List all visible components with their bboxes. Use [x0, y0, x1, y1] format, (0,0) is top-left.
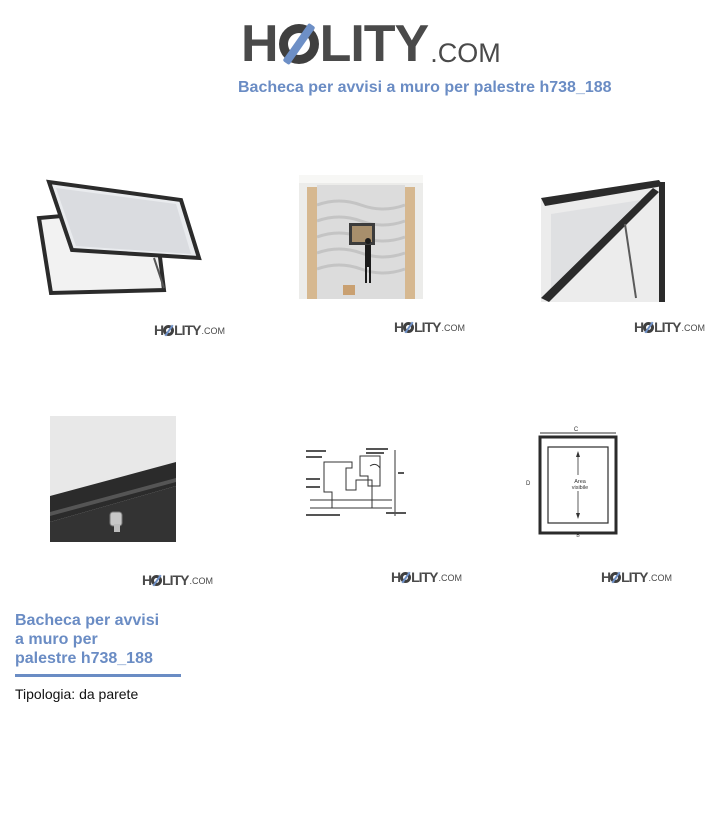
- logo-watermark: H LITY .COM: [394, 319, 465, 335]
- svg-text:C: C: [573, 427, 579, 433]
- product-image-open-showcase[interactable]: [36, 178, 206, 298]
- product-image-profile-drawing[interactable]: [300, 442, 412, 522]
- logo-letters-lity: LITY: [319, 15, 429, 73]
- logo-watermark: H LITY .COM: [391, 569, 462, 585]
- svg-text:D: D: [526, 481, 531, 487]
- svg-text:Area: Area: [574, 479, 586, 485]
- product-image-lock-detail[interactable]: [50, 416, 176, 542]
- product-title-line-3: palestre h738_188: [15, 650, 153, 667]
- title-underline-divider: [15, 674, 181, 677]
- product-title[interactable]: [15, 611, 185, 668]
- product-title-line-1: Bacheca per avvisi: [15, 612, 160, 629]
- product-image-dimension-drawing[interactable]: [522, 423, 626, 539]
- logo-o-icon: [279, 24, 319, 64]
- site-logo[interactable]: [241, 10, 501, 73]
- svg-text:B: B: [576, 533, 580, 539]
- page-title: Bacheca per avvisi a muro per palestre h738_188: [238, 79, 612, 96]
- product-image-corner-detail[interactable]: [541, 178, 667, 302]
- logo-letter-h: H: [241, 15, 278, 73]
- logo-domain: .COM: [430, 38, 501, 68]
- logo-watermark: H LITY .COM: [634, 319, 705, 335]
- product-title-line-2: a muro per: [15, 631, 98, 648]
- logo-watermark: H LITY .COM: [142, 572, 213, 588]
- logo-watermark: H LITY .COM: [154, 322, 225, 338]
- product-spec-tipologia: Tipologia: da parete: [15, 686, 139, 702]
- logo-watermark: H LITY .COM: [601, 569, 672, 585]
- product-image-room[interactable]: [299, 175, 423, 299]
- svg-text:visibile: visibile: [571, 485, 589, 491]
